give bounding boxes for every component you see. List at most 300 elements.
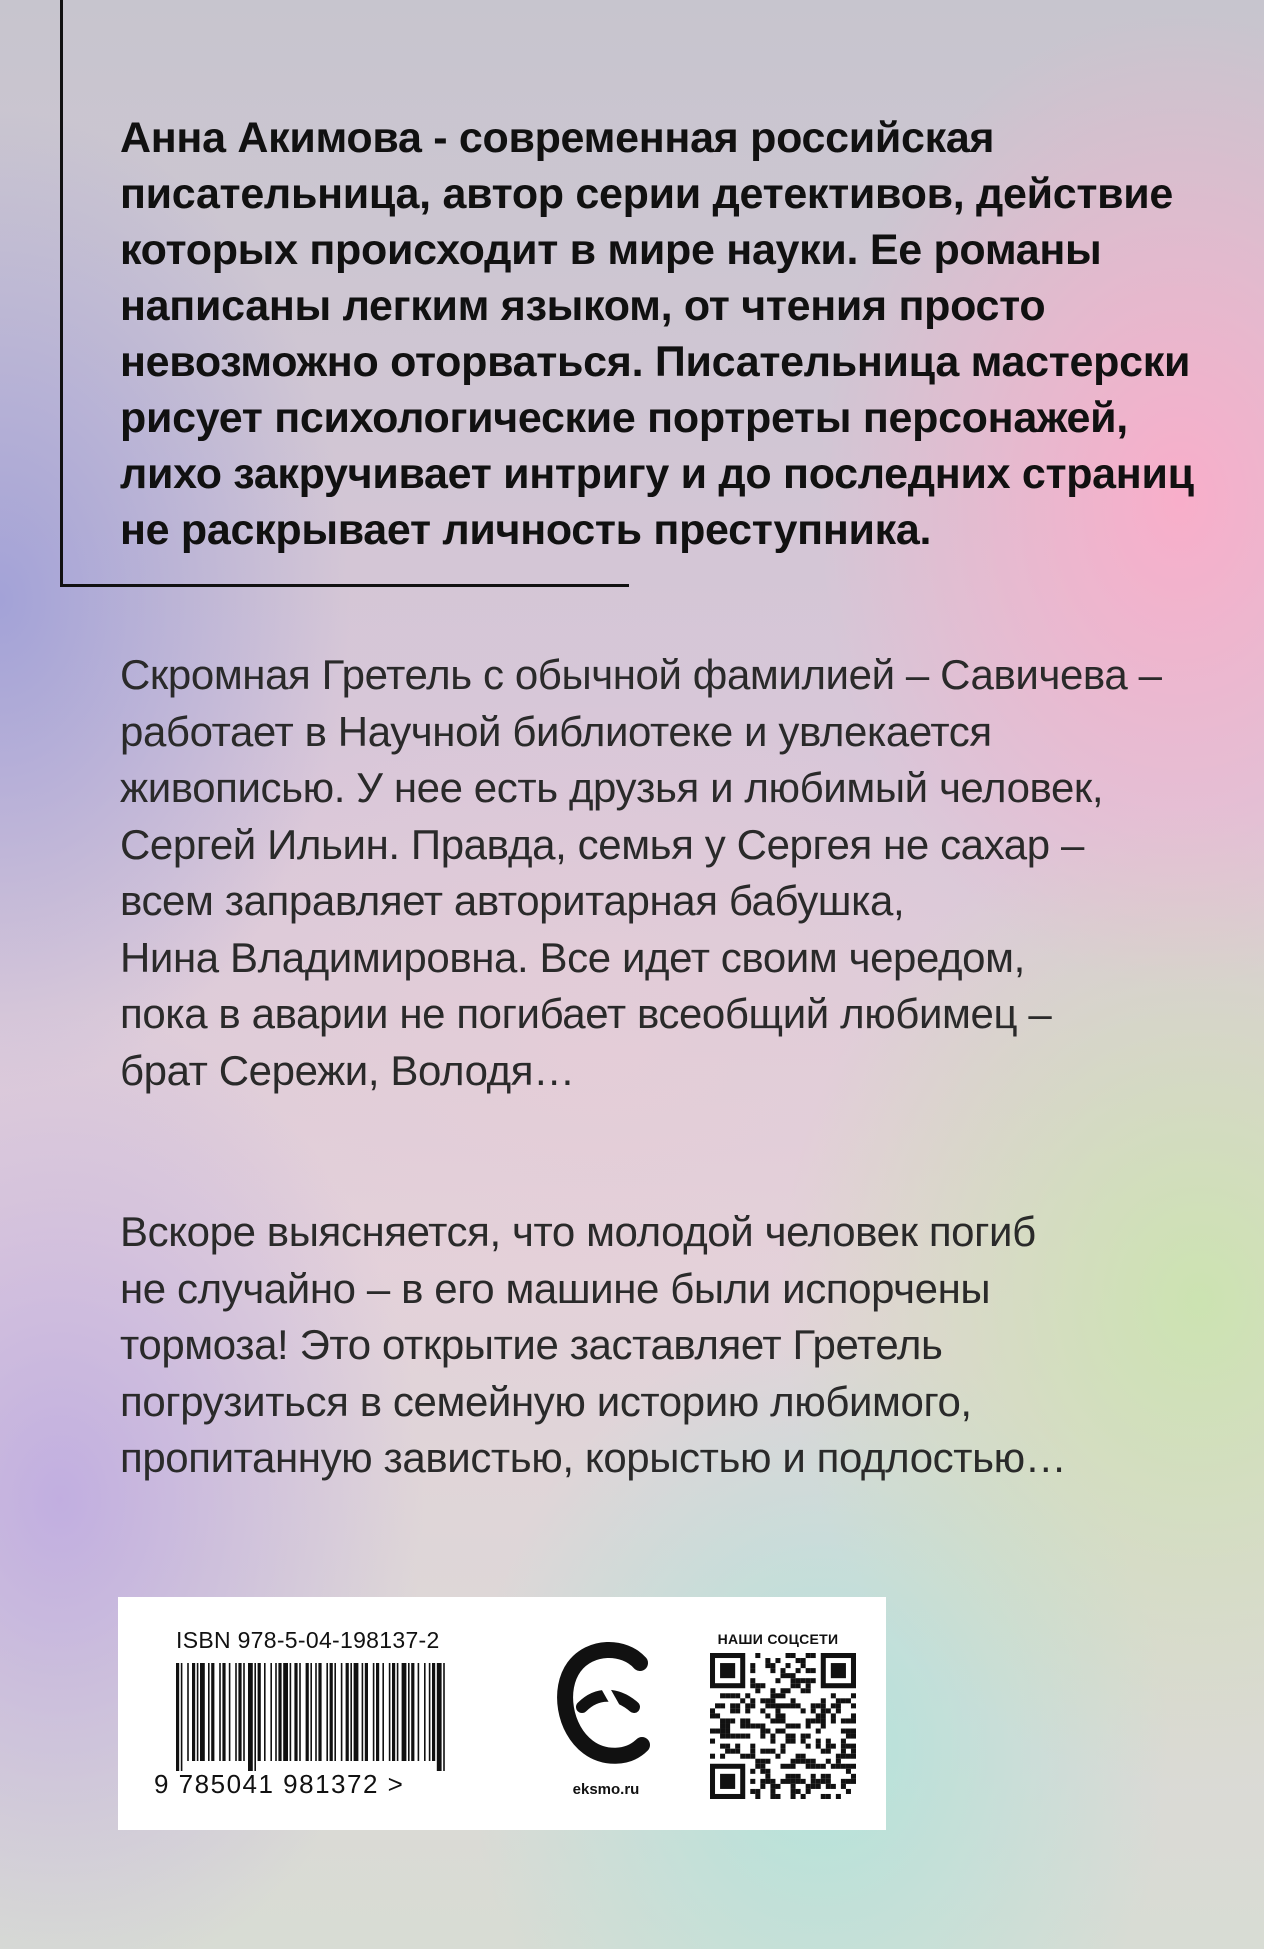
qr-module — [791, 1678, 796, 1683]
qr-module — [801, 1794, 806, 1799]
qr-module — [846, 1764, 851, 1769]
barcode-bar — [392, 1663, 395, 1761]
qr-module — [816, 1744, 821, 1749]
qr-module — [821, 1703, 826, 1708]
barcode-bar — [258, 1663, 261, 1761]
qr-module — [831, 1663, 846, 1678]
qr-module — [715, 1713, 720, 1718]
barcode-bar — [270, 1663, 272, 1761]
qr-module — [836, 1754, 841, 1759]
qr-module — [836, 1794, 841, 1799]
barcode-bar — [397, 1663, 399, 1761]
qr-module — [796, 1759, 801, 1764]
qr-module — [760, 1779, 765, 1784]
barcode-bar — [181, 1663, 183, 1771]
qr-module — [821, 1713, 826, 1718]
qr-module — [821, 1723, 826, 1728]
qr-module — [821, 1794, 826, 1799]
qr-module — [750, 1668, 755, 1673]
qr-module — [786, 1653, 791, 1658]
qr-module — [806, 1784, 811, 1789]
qr-module — [851, 1774, 856, 1779]
qr-module — [755, 1723, 760, 1728]
qr-module — [811, 1653, 816, 1658]
qr-module — [755, 1794, 760, 1799]
qr-module — [811, 1703, 816, 1708]
qr-module — [841, 1739, 846, 1744]
qr-module — [791, 1774, 796, 1779]
qr-module — [816, 1729, 821, 1734]
qr-module — [791, 1779, 796, 1784]
qr-module — [765, 1779, 770, 1784]
qr-module — [806, 1764, 811, 1769]
qr-module — [720, 1723, 725, 1728]
qr-module — [740, 1698, 745, 1703]
qr-module — [745, 1718, 750, 1723]
qr-module — [750, 1678, 755, 1683]
barcode-bar — [306, 1663, 309, 1761]
qr-module — [725, 1734, 730, 1739]
qr-module — [786, 1723, 791, 1728]
qr-module — [770, 1718, 775, 1723]
barcode-icon — [176, 1663, 446, 1771]
qr-module — [755, 1764, 760, 1769]
qr-module — [841, 1718, 846, 1723]
qr-module — [770, 1794, 775, 1799]
qr-module — [791, 1794, 796, 1799]
qr-module — [791, 1739, 796, 1744]
qr-module — [841, 1784, 846, 1789]
qr-module — [750, 1754, 755, 1759]
qr-module — [745, 1734, 750, 1739]
qr-module — [730, 1703, 735, 1708]
qr-module — [730, 1749, 735, 1754]
qr-module — [816, 1713, 821, 1718]
qr-module — [816, 1739, 821, 1744]
barcode-bar — [243, 1663, 245, 1761]
qr-module — [836, 1703, 841, 1708]
qr-module — [765, 1698, 770, 1703]
qr-module — [760, 1698, 765, 1703]
qr-module — [826, 1744, 831, 1749]
barcode-bar — [411, 1663, 414, 1761]
barcode-bar — [315, 1663, 317, 1761]
qr-module — [725, 1744, 730, 1749]
qr-module — [720, 1703, 725, 1708]
qr-module — [811, 1708, 816, 1713]
qr-module — [770, 1668, 775, 1673]
qr-module — [826, 1708, 831, 1713]
qr-module — [851, 1693, 856, 1698]
qr-module — [806, 1789, 811, 1794]
qr-module — [801, 1759, 806, 1764]
qr-module — [811, 1668, 816, 1673]
qr-module — [786, 1703, 791, 1708]
qr-module — [841, 1744, 846, 1749]
qr-module — [851, 1734, 856, 1739]
barcode-bar — [238, 1663, 241, 1761]
qr-module — [780, 1688, 785, 1693]
qr-module — [786, 1734, 791, 1739]
qr-module — [735, 1744, 740, 1749]
qr-module — [775, 1703, 780, 1708]
qr-module — [735, 1734, 740, 1739]
qr-module — [821, 1749, 826, 1754]
barcode-bar — [362, 1663, 364, 1761]
qr-module — [821, 1718, 826, 1723]
qr-module — [821, 1764, 826, 1769]
author-bio: Анна Акимова - современная российская писательница, автор серии детективов, действие которых происходит в мире науки. Ее романы написаны легким языком, от чтения просто невозможно оторваться. Писательница мастерски рисует психологические портреты персонажей, лихо закручивает интригу и до последних страниц не раскрывает личность преступника. — [120, 114, 1194, 554]
barcode-bar — [408, 1663, 410, 1761]
qr-module — [811, 1718, 816, 1723]
qr-module — [755, 1653, 760, 1658]
qr-module — [846, 1744, 851, 1749]
qr-module — [786, 1688, 791, 1693]
qr-module — [715, 1729, 720, 1734]
barcode-bar — [365, 1663, 368, 1761]
qr-module — [750, 1703, 755, 1708]
qr-module — [760, 1734, 765, 1739]
barcode-digits: 9 785041 981372 > — [154, 1769, 405, 1799]
qr-module — [806, 1723, 811, 1728]
barcode-bar — [318, 1663, 321, 1761]
qr-module — [831, 1744, 836, 1749]
qr-module — [720, 1734, 725, 1739]
qr-module — [826, 1794, 831, 1799]
qr-module — [720, 1693, 725, 1698]
isbn-label: ISBN 978-5-04-198137-2 — [176, 1627, 440, 1653]
qr-module — [796, 1789, 801, 1794]
qr-module — [846, 1769, 851, 1774]
qr-module — [806, 1683, 811, 1688]
qr-module — [851, 1713, 856, 1718]
qr-module — [786, 1774, 791, 1779]
publisher-site: eksmo.ru — [572, 1781, 640, 1798]
qr-module — [720, 1754, 725, 1759]
qr-module — [725, 1723, 730, 1728]
qr-module — [780, 1718, 785, 1723]
qr-module — [760, 1683, 765, 1688]
barcode-bar — [346, 1663, 349, 1761]
qr-module — [796, 1678, 801, 1683]
qr-module — [826, 1784, 831, 1789]
barcode-bar — [299, 1663, 301, 1761]
barcode-bar — [176, 1663, 179, 1771]
qr-module — [770, 1703, 775, 1708]
qr-module — [770, 1779, 775, 1784]
qr-module — [775, 1658, 780, 1663]
qr-module — [796, 1658, 801, 1663]
qr-module — [735, 1693, 740, 1698]
qr-module — [831, 1703, 836, 1708]
qr-module — [770, 1663, 775, 1668]
barcode-bar — [429, 1663, 431, 1761]
qr-module — [816, 1718, 821, 1723]
barcode-bar — [254, 1663, 256, 1771]
qr-module — [821, 1708, 826, 1713]
barcode-bar — [437, 1663, 442, 1771]
qr-module — [770, 1698, 775, 1703]
qr-module — [750, 1789, 755, 1794]
qr-module — [816, 1703, 821, 1708]
qr-module — [725, 1718, 730, 1723]
qr-module — [826, 1739, 831, 1744]
qr-module — [806, 1734, 811, 1739]
barcode-bar — [350, 1663, 352, 1761]
qr-module — [836, 1698, 841, 1703]
qr-module — [806, 1718, 811, 1723]
qr-module — [811, 1784, 816, 1789]
qr-module — [791, 1734, 796, 1739]
qr-module — [816, 1764, 821, 1769]
qr-module — [791, 1723, 796, 1728]
qr-module — [791, 1683, 796, 1688]
qr-module — [786, 1673, 791, 1678]
qr-module — [765, 1759, 770, 1764]
qr-module — [851, 1718, 856, 1723]
qr-module — [821, 1774, 826, 1779]
qr-module — [760, 1749, 765, 1754]
barcode-bar — [418, 1663, 420, 1761]
qr-module — [806, 1668, 811, 1673]
qr-module — [775, 1729, 780, 1734]
qr-module — [791, 1703, 796, 1708]
qr-module — [846, 1779, 851, 1784]
qr-module — [851, 1744, 856, 1749]
qr-module — [851, 1779, 856, 1784]
qr-module — [745, 1703, 750, 1708]
qr-module — [750, 1749, 755, 1754]
barcode-bar — [187, 1663, 189, 1761]
qr-module — [811, 1759, 816, 1764]
qr-module — [801, 1779, 806, 1784]
qr-module — [750, 1663, 755, 1668]
qr-module — [745, 1693, 750, 1698]
qr-module — [791, 1764, 796, 1769]
qr-module — [720, 1744, 725, 1749]
qr-module — [770, 1789, 775, 1794]
qr-module — [846, 1734, 851, 1739]
qr-module — [725, 1749, 730, 1754]
qr-module — [791, 1653, 796, 1658]
qr-module — [826, 1749, 831, 1754]
qr-module — [831, 1764, 836, 1769]
barcode-bar — [389, 1663, 391, 1761]
qr-module — [765, 1658, 770, 1663]
qr-module — [831, 1713, 836, 1718]
qr-module — [826, 1774, 831, 1779]
barcode-bar — [376, 1663, 379, 1761]
qr-module — [770, 1693, 775, 1698]
qr-module — [780, 1668, 785, 1673]
qr-module — [801, 1688, 806, 1693]
qr-module — [791, 1698, 796, 1703]
qr-module — [710, 1708, 715, 1713]
qr-module — [786, 1739, 791, 1744]
qr-module — [755, 1683, 760, 1688]
qr-module — [816, 1784, 821, 1789]
qr-module — [796, 1668, 801, 1673]
qr-module — [796, 1683, 801, 1688]
qr-module — [786, 1779, 791, 1784]
qr-module — [720, 1718, 725, 1723]
qr-module — [780, 1703, 785, 1708]
qr-module — [791, 1784, 796, 1789]
qr-module — [846, 1754, 851, 1759]
qr-module — [786, 1764, 791, 1769]
qr-module — [780, 1779, 785, 1784]
barcode-bar — [264, 1663, 266, 1761]
qr-module — [806, 1688, 811, 1693]
qr-module — [765, 1663, 770, 1668]
qr-module — [770, 1688, 775, 1693]
qr-module — [770, 1734, 775, 1739]
qr-module — [841, 1764, 846, 1769]
qr-module — [841, 1729, 846, 1734]
barcode-bar — [192, 1663, 195, 1761]
barcode-bar — [326, 1663, 328, 1761]
qr-module — [846, 1729, 851, 1734]
qr-module — [740, 1718, 745, 1723]
qr-module — [760, 1723, 765, 1728]
qr-module — [765, 1749, 770, 1754]
qr-module — [780, 1673, 785, 1678]
qr-module — [801, 1658, 806, 1663]
barcode-bar — [283, 1663, 288, 1761]
barcode-bar — [248, 1663, 253, 1771]
qr-module — [801, 1754, 806, 1759]
qr-module — [725, 1729, 730, 1734]
qr-module — [755, 1688, 760, 1693]
qr-module — [791, 1759, 796, 1764]
qr-module — [750, 1769, 755, 1774]
qr-module — [715, 1703, 720, 1708]
qr-module — [780, 1749, 785, 1754]
qr-module — [770, 1749, 775, 1754]
qr-module — [796, 1774, 801, 1779]
qr-module — [755, 1759, 760, 1764]
qr-module — [831, 1693, 836, 1698]
barcode-bar — [402, 1663, 407, 1761]
qr-module — [750, 1683, 755, 1688]
qr-module — [770, 1784, 775, 1789]
qr-module — [806, 1653, 811, 1658]
barcode-bar — [294, 1663, 297, 1761]
qr-module — [796, 1723, 801, 1728]
qr-module — [811, 1764, 816, 1769]
qr-module — [841, 1749, 846, 1754]
barcode-bar — [373, 1663, 375, 1761]
qr-module — [851, 1754, 856, 1759]
qr-module — [740, 1734, 745, 1739]
qr-module — [720, 1774, 735, 1789]
qr-module — [801, 1663, 806, 1668]
qr-module — [775, 1784, 780, 1789]
qr-module — [780, 1764, 785, 1769]
qr-module — [780, 1713, 785, 1718]
qr-module — [735, 1749, 740, 1754]
qr-module — [851, 1703, 856, 1708]
barcode-bar — [354, 1663, 359, 1761]
qr-module — [796, 1703, 801, 1708]
qr-module — [826, 1759, 831, 1764]
qr-module — [836, 1708, 841, 1713]
qr-module — [846, 1698, 851, 1703]
qr-module — [826, 1779, 831, 1784]
qr-module — [811, 1774, 816, 1779]
qr-module — [760, 1764, 765, 1769]
qr-module — [796, 1754, 801, 1759]
qr-module — [831, 1784, 836, 1789]
qr-module — [775, 1794, 780, 1799]
qr-module — [730, 1708, 735, 1713]
qr-module — [765, 1703, 770, 1708]
qr-module — [816, 1779, 821, 1784]
qr-module — [801, 1708, 806, 1713]
qr-module — [720, 1663, 735, 1678]
barcode-bar — [341, 1663, 343, 1761]
barcode-bar — [275, 1663, 277, 1761]
barcode-bar — [310, 1663, 312, 1761]
barcode-bar — [432, 1663, 435, 1761]
barcode-bar — [222, 1663, 225, 1761]
barcode-bar — [290, 1663, 292, 1761]
qr-module — [765, 1729, 770, 1734]
qr-module — [710, 1739, 715, 1744]
qr-module — [745, 1723, 750, 1728]
barcode-bar — [235, 1663, 237, 1761]
qr-module — [750, 1744, 755, 1749]
qr-module — [780, 1693, 785, 1698]
qr-module — [760, 1708, 765, 1713]
qr-module — [745, 1754, 750, 1759]
qr-module — [765, 1713, 770, 1718]
qr-module — [786, 1663, 791, 1668]
qr-module — [720, 1729, 725, 1734]
qr-module — [760, 1759, 765, 1764]
qr-module — [811, 1678, 816, 1683]
qr-module — [821, 1698, 826, 1703]
qr-module — [831, 1718, 836, 1723]
qr-module — [765, 1769, 770, 1774]
barcode-bar — [219, 1663, 221, 1761]
barcode-bar — [382, 1663, 384, 1761]
qr-module — [775, 1754, 780, 1759]
qr-module — [775, 1693, 780, 1698]
qr-module — [791, 1789, 796, 1794]
qr-module — [760, 1729, 765, 1734]
qr-module — [775, 1718, 780, 1723]
annotation-paragraph-2: Вскоре выясняется, что молодой человек погиб не случайно – в его машине были испорчены тормоза! Это открытие заставляет Гретель погрузиться в семейную историю любимого, пропитанную завистью, корыстью и подлостью… — [120, 1208, 1067, 1481]
qr-module — [750, 1698, 755, 1703]
qr-module — [806, 1759, 811, 1764]
qr-module — [750, 1779, 755, 1784]
barcode-bar — [200, 1663, 205, 1761]
qr-module — [780, 1729, 785, 1734]
qr-module — [775, 1708, 780, 1713]
qr-module — [765, 1774, 770, 1779]
qr-module — [851, 1729, 856, 1734]
qr-module — [740, 1723, 745, 1728]
qr-module — [735, 1708, 740, 1713]
qr-module — [791, 1673, 796, 1678]
barcode-panel — [118, 1597, 886, 1830]
qr-code-icon[interactable] — [710, 1653, 856, 1799]
qr-module — [801, 1734, 806, 1739]
qr-module — [760, 1784, 765, 1789]
qr-module — [836, 1759, 841, 1764]
barcode-bar — [330, 1663, 333, 1761]
